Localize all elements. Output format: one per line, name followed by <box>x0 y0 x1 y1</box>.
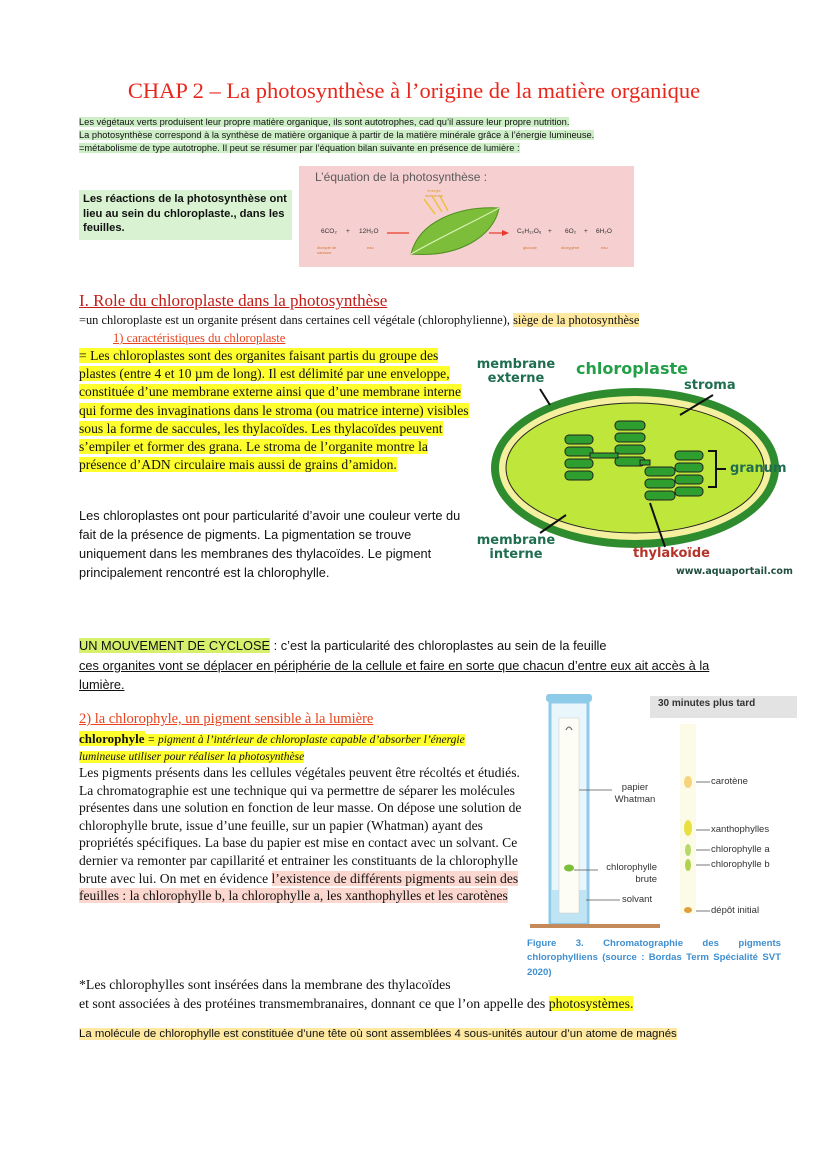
eq-plus-1: + <box>346 228 350 235</box>
evidence-highlight: l’existence de différents pigments au sein des feuilles : la chlorophylle b, la chlorophylle a, les xanthophylles et les carotènes <box>79 870 519 904</box>
fig-carotene-label: carotène <box>711 776 748 787</box>
section-1-heading: I. Role du chloroplaste dans la photosynthèse <box>79 291 388 310</box>
fig-chloro-brute-label: chlorophylle brute <box>606 862 657 885</box>
eq-h2o: 12H₂O <box>359 228 379 235</box>
section-2-heading: 2) la chlorophyle, un pigment sensible à la lumière <box>79 711 374 727</box>
photosystem-line-2: et sont associées à des protéines transmembranaires, donnant ce que l’on appelle des <box>79 996 549 1011</box>
reaction-location-box: Les réactions de la photosynthèse ont lieu au sein du chloroplaste., dans les feuilles. <box>79 190 292 240</box>
photosystem-highlight: photosystèmes. <box>548 996 634 1011</box>
chapter-title: CHAP 2 – La photosynthèse à l’origine de la matière organique <box>127 78 701 103</box>
fig-chl-b-label: chlorophylle b <box>711 859 770 870</box>
chlorophyle-def-text: = pigment à l’intérieur de chloroplaste capable d’absorber l’énergie lumineuse utiliser pour réaliser la photosynthèse <box>79 734 465 763</box>
chromatography-text: Les pigments présents dans les cellules végétales peuvent être récoltés et étudiés. La chromatographie est une technique qui va permettre de séparer les molécules présentes dans une solution en fonction de leur masse. On dépose une solution de chlorophylle brute, issue d’une feuille, sur un papier (Whatman) ayant des propriétés spécifiques. La base du papier est mise en contact avec un solvant. Ce dernier va remonter par capillarité et entrainer les constituants de la chlorophylle brute avec lui. <box>79 765 522 886</box>
figure-caption: Figure 3. Chromatographie des pigments chlorophylliens (source : Bordas Term Spécialité SVT 2020) <box>527 938 781 978</box>
eq-sub-h2o-out: eau <box>601 245 608 250</box>
chlorophyle-term: chlorophyle <box>79 731 145 746</box>
chromatography-paragraph <box>79 764 523 905</box>
definition-plain: =un chloroplaste est un organite présent dans certaines cell végétale (chlorophylienne), <box>79 313 510 327</box>
photosystem-line-1: *Les chlorophylles sont insérées dans la membrane des thylacoïdes <box>79 977 451 992</box>
eq-plus-2: + <box>548 228 552 235</box>
chromatography-figure <box>530 690 800 936</box>
eq-sub-glucose: glucose <box>523 245 537 250</box>
chloroplast-definition <box>79 313 639 328</box>
label-chloroplaste: chloroplaste <box>576 359 688 378</box>
cyclose-text-1: : c’est la particularité des chloroplastes au sein de la feuille <box>273 638 607 653</box>
eq-h2o-out: 6H₂O <box>596 228 612 235</box>
pigment-paragraph: Les chloroplastes ont pour particularité d’avoir une couleur verte du fait de la présence de pigments. La pigmentation se trouve uniquement dans les membranes des thylacoïdes. Le pigment principalement rencontré est la chlorophylle. <box>79 508 461 580</box>
fig-papier-label: papier Whatman <box>614 782 656 805</box>
label-membrane-interne: membrane interne <box>476 533 556 562</box>
subsection-1-heading: 1) caractéristiques du chloroplaste <box>113 331 286 345</box>
equation-image <box>299 166 634 267</box>
label-stroma: stroma <box>684 378 736 393</box>
eq-co2: 6CO₂ <box>321 228 337 235</box>
chlorophyll-molecule-line: La molécule de chlorophylle est constituée d’une tête où sont assemblées 4 sous-unités autour d’un atome de magnés <box>79 1028 677 1040</box>
eq-sub-h2o: eau <box>367 245 374 250</box>
fig-chl-a-label: chlorophylle a <box>711 844 770 855</box>
cyclose-label: UN MOUVEMENT DE CYCLOSE <box>79 638 271 653</box>
equation-label: L’équation de la photosynthèse : <box>315 170 488 184</box>
intro-line-1: Les végétaux verts produisent leur propre matière organique, ils sont autotrophes, cad qu’il assure leur propre nutrition. <box>79 117 570 127</box>
eq-glucose: C₆H₁₂O₆ <box>517 228 542 235</box>
label-membrane-externe: membrane externe <box>476 357 556 386</box>
eq-sub-co2: dioxyde de carbone <box>317 245 337 255</box>
evidence-plain: On met en évidence <box>159 870 272 886</box>
intro-line-3: =métabolisme de type autotrophe. Il peut se résumer par l’équation bilan suivante en présence de lumière : <box>79 143 520 153</box>
fig-depot-label: dépôt initial <box>711 905 760 916</box>
leaf-illustration <box>299 166 634 267</box>
light-label: énergie lumineuse <box>424 188 444 198</box>
chloroplast-description-text: = Les chloroplastes sont des organites faisant partis du groupe des plastes (entre 4 et 10 µm de long). Il est délimité par une enveloppe, constituée d’une membrane externe ainsi que d’une membrane interne qui forme des invaginations dans le stroma (ou matrice interne) visibles sous la forme de saccules, les thylacoïdes. Les thylacoïdes peuvent s’empiler et former des grana. Le stroma de l’organite montre la présence d’ADN circulaire mais aussi de grains d’amidon. <box>79 348 469 473</box>
chlorophyle-definition <box>79 730 499 766</box>
chloroplast-description <box>79 347 477 474</box>
eq-o2: 6O₂ <box>565 228 577 235</box>
label-thylakoide: thylakoïde <box>633 546 710 561</box>
diagram-source: www.aquaportail.com <box>676 566 793 577</box>
eq-sub-o2: dioxygène <box>561 245 580 250</box>
intro-block <box>79 116 594 155</box>
label-granum: granum <box>730 461 787 476</box>
fig-30min-label: 30 minutes plus tard <box>658 698 756 709</box>
cyclose-block <box>79 636 739 695</box>
cyclose-text-2: ces organites vont se déplacer en périphérie de la cellule et faire en sorte que chacun d’entre eux ait accès à la lumière. <box>79 657 710 692</box>
photosystem-paragraph <box>79 975 779 1013</box>
eq-plus-3: + <box>584 228 588 235</box>
fig-xantho-label: xanthophylles <box>711 824 770 835</box>
definition-highlight: siège de la photosynthèse <box>513 313 640 327</box>
intro-line-2: La photosynthèse correspond à la synthèse de matière organique à partir de la matière minérale grâce à l’énergie lumineuse. <box>79 130 595 140</box>
fig-solvant-label: solvant <box>622 894 653 905</box>
